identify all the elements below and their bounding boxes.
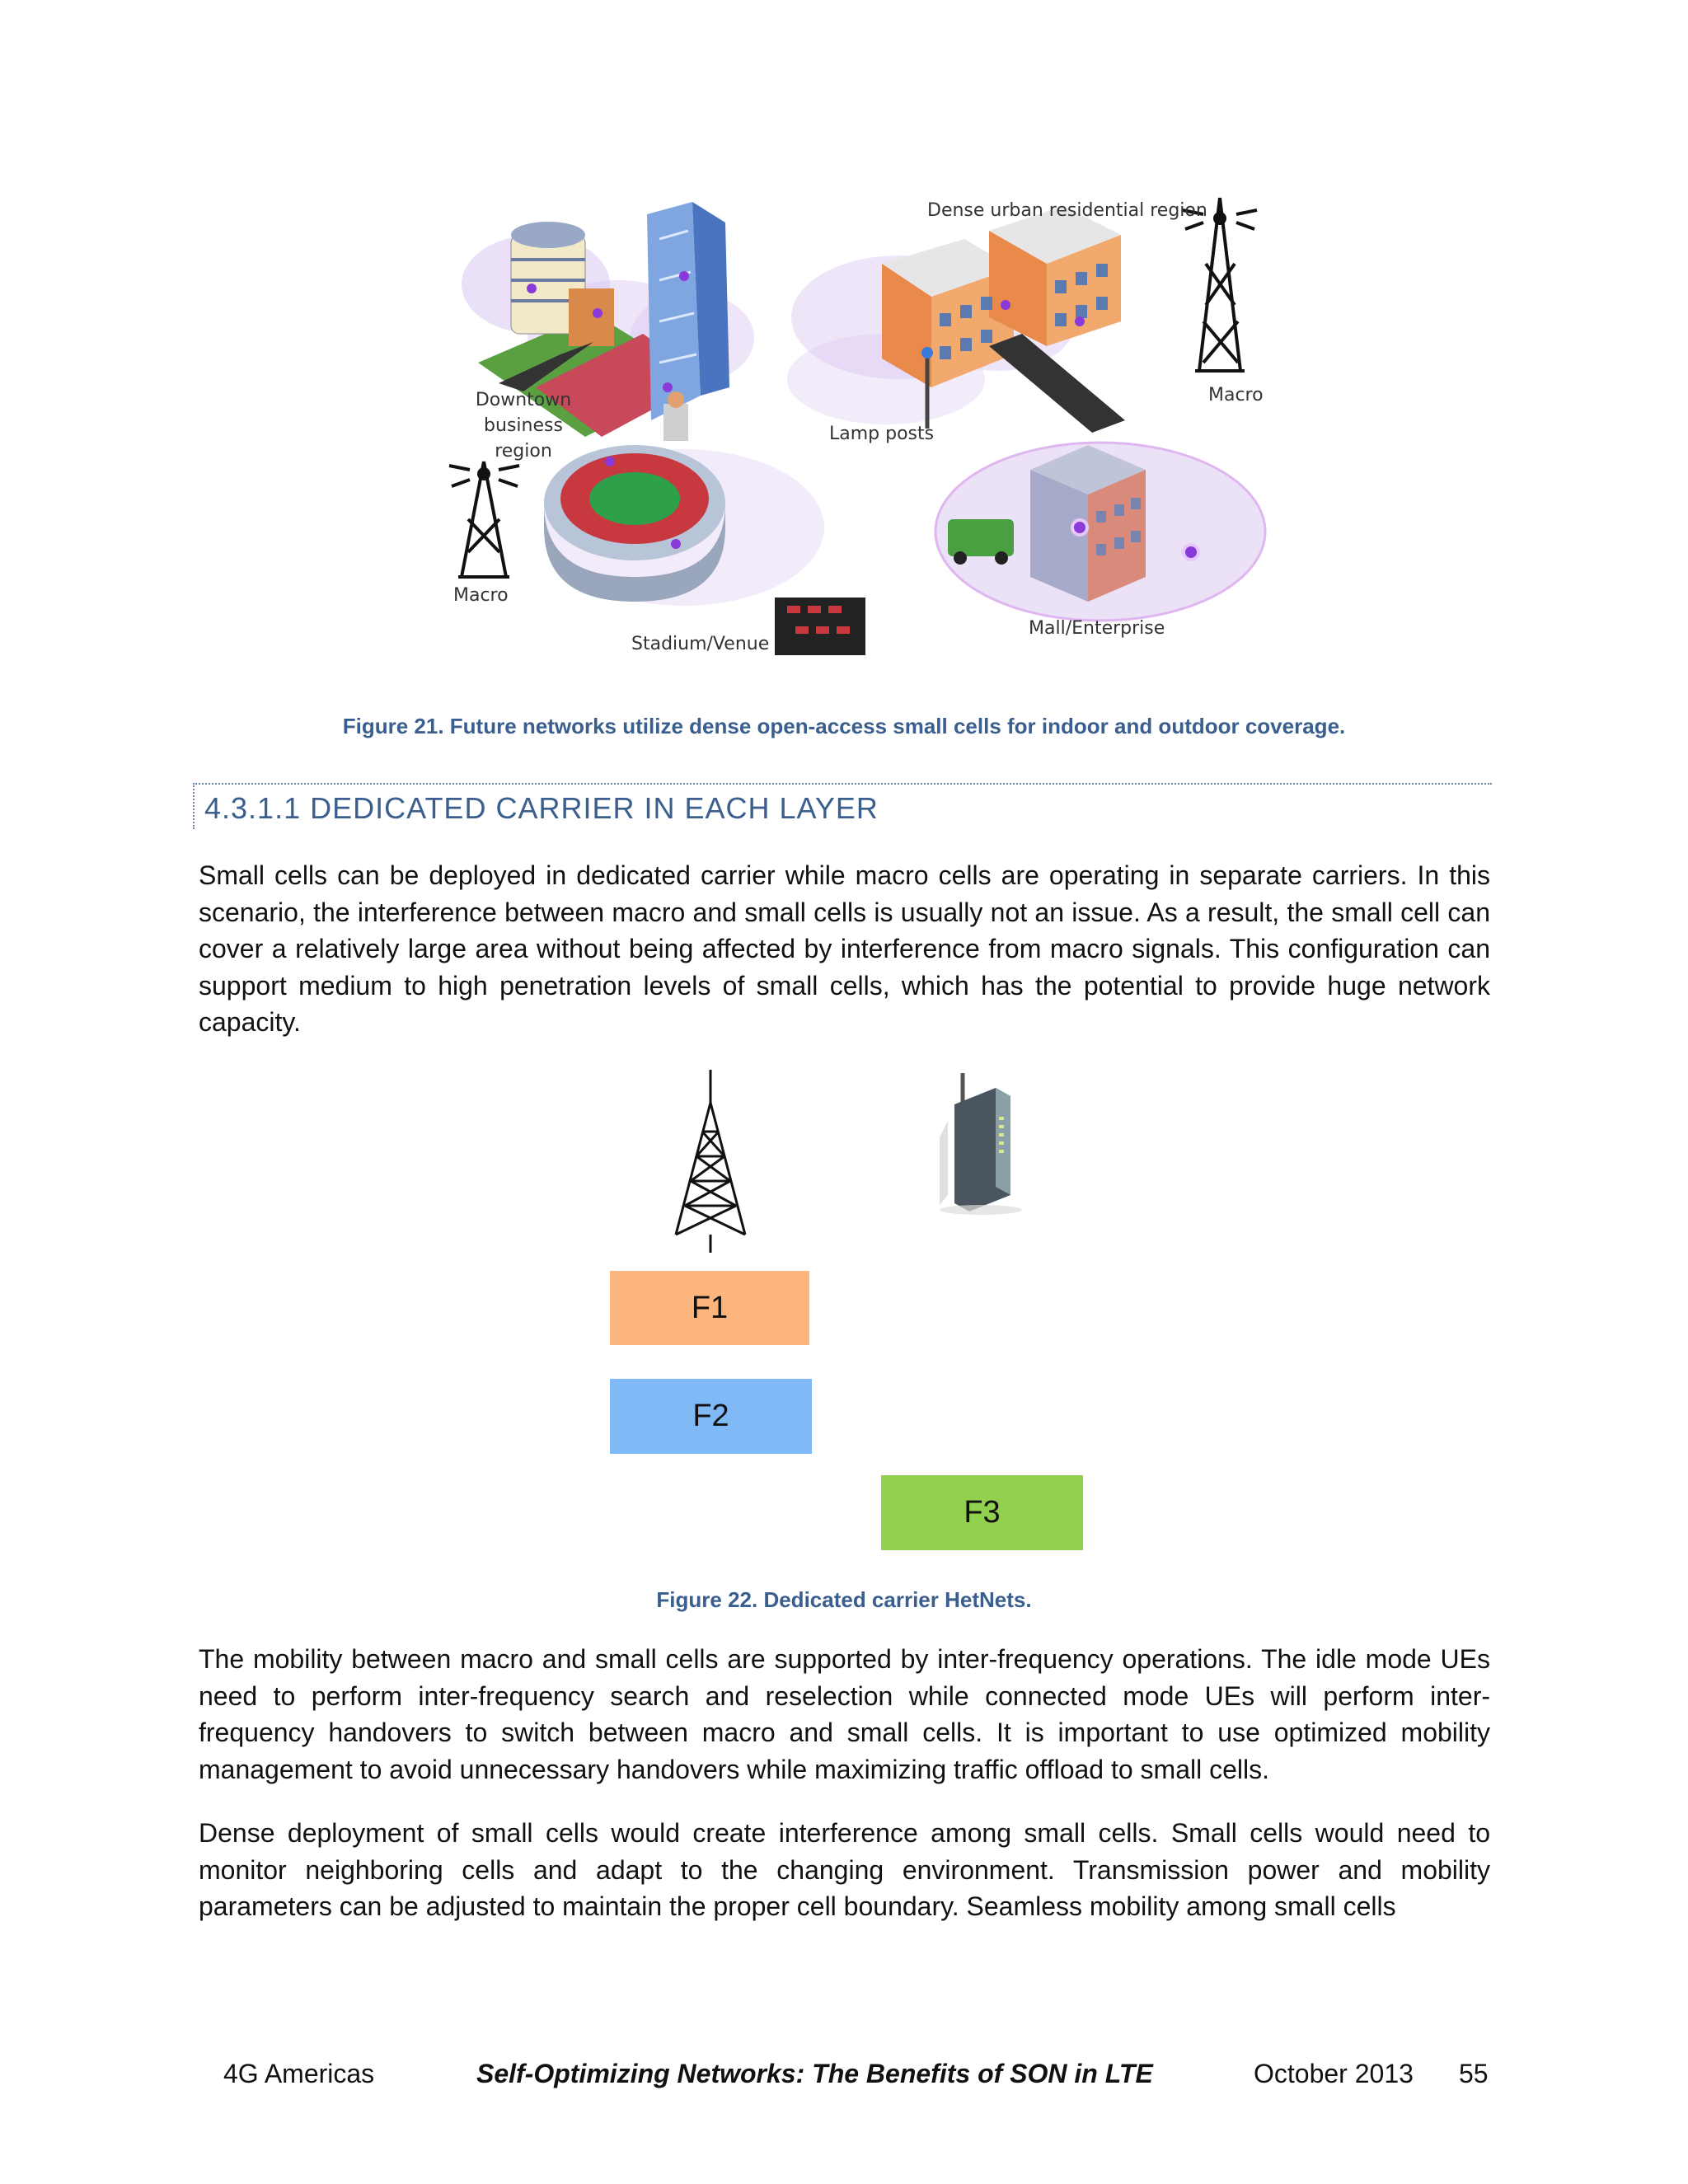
section-heading: 4.3.1.1 DEDICATED CARRIER IN EACH LAYER xyxy=(204,791,879,825)
carrier-f2-label: F2 xyxy=(692,1399,729,1433)
carrier-f3 xyxy=(881,1475,1083,1550)
label-downtown: Downtown business region xyxy=(475,390,572,462)
page-number: 55 xyxy=(1459,2059,1489,2088)
figure-22-caption: Figure 22. Dedicated carrier HetNets. xyxy=(656,1587,1032,1612)
label-macro-right: Macro xyxy=(1208,385,1264,405)
section-heading-box xyxy=(193,783,1492,829)
label-macro-left: Macro xyxy=(453,585,509,606)
paragraph-1: Small cells can be deployed in dedicated carrier while macro cells are operating in separate carriers. In this scenario, the interference between macro and small cells is usually not an issue. As a result, the small cell can cover a relatively large area without being affected by interference from macro signals. This configuration can support medium to high penetration levels of small cells, which has the potential to provide huge network capacity. xyxy=(199,860,1490,1037)
carrier-f1 xyxy=(610,1271,809,1345)
carrier-f3-label: F3 xyxy=(964,1495,1001,1530)
paragraph-2: The mobility between macro and small cells are supported by inter-frequency operations. The idle mode UEs need to perform inter-frequency search and reselection while connected mode UEs will perform inter-frequency handovers to switch between macro and small cells. It is important to use optimized mobility management to avoid unnecessary handovers while maximizing traffic offload to small cells. xyxy=(199,1644,1490,1784)
label-stadium: Stadium/Venue xyxy=(631,634,770,654)
carrier-f1-label: F1 xyxy=(691,1290,729,1325)
footer-title: Self-Optimizing Networks: The Benefits of SON in LTE xyxy=(476,2059,1153,2088)
label-dense-urban: Dense urban residential region xyxy=(927,200,1207,221)
macro-tower-icon xyxy=(669,1070,752,1254)
footer-date: October 2013 xyxy=(1254,2059,1414,2088)
label-lamp-posts: Lamp posts xyxy=(829,424,935,444)
figure-21-caption: Figure 21. Future networks utilize dense open-access small cells for indoor and outdoor coverage. xyxy=(342,714,1346,738)
paragraph-3: Dense deployment of small cells would create interference among small cells. Small cells would need to monitor neighboring cells and adapt to the changing environment. Transmission power and mobility parameters can be adjusted to maintain the proper cell boundary. Seamless mobility among small cells xyxy=(199,1818,1490,1921)
footer-org: 4G Americas xyxy=(223,2059,375,2088)
carrier-f2 xyxy=(610,1379,812,1454)
small-cell-router-icon xyxy=(931,1071,1030,1216)
label-mall: Mall/Enterprise xyxy=(1029,618,1165,639)
